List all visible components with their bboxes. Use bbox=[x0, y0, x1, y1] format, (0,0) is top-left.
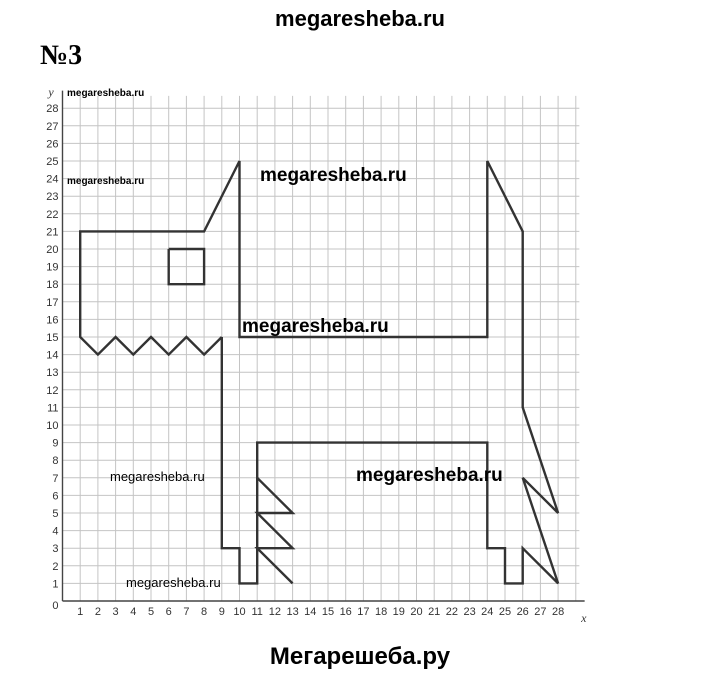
y-tick-label: 20 bbox=[46, 244, 59, 256]
y-tick-label: 9 bbox=[52, 437, 59, 450]
y-tick-label: 6 bbox=[52, 490, 59, 503]
x-tick-label: 24 bbox=[481, 606, 494, 618]
x-tick-label: 15 bbox=[321, 606, 335, 618]
x-tick-label: 17 bbox=[357, 606, 370, 618]
x-tick-label: 13 bbox=[286, 606, 299, 618]
x-tick-label: 14 bbox=[304, 606, 317, 618]
watermark: megaresheba.ru bbox=[67, 176, 145, 187]
y-tick-label: 3 bbox=[52, 543, 59, 556]
watermark: megaresheba.ru bbox=[242, 316, 389, 337]
watermark: megaresheba.ru bbox=[67, 88, 145, 99]
task-number: №3 bbox=[40, 40, 83, 71]
x-tick-label: 23 bbox=[463, 606, 476, 618]
y-tick-label: 1 bbox=[52, 578, 59, 591]
y-tick-label: 25 bbox=[46, 156, 59, 168]
watermark: megaresheba.ru bbox=[110, 469, 205, 484]
x-tick-label: 5 bbox=[147, 606, 155, 618]
y-tick-label: 5 bbox=[52, 508, 59, 520]
x-tick-label: 20 bbox=[410, 606, 423, 618]
x-tick-label: 21 bbox=[428, 606, 441, 618]
footer-title: Мегарешеба.ру bbox=[269, 643, 451, 670]
y-tick-label: 17 bbox=[46, 296, 59, 309]
x-tick-label: 3 bbox=[112, 606, 119, 618]
y-tick-label: 18 bbox=[46, 279, 59, 292]
y-tick-label: 8 bbox=[52, 455, 59, 468]
y-tick-label: 13 bbox=[46, 367, 59, 380]
site-title: megaresheba.ru bbox=[275, 6, 445, 31]
watermark: megaresheba.ru bbox=[126, 575, 221, 590]
x-tick-label: 12 bbox=[268, 606, 282, 618]
y-tick-label: 28 bbox=[46, 103, 59, 116]
y-tick-labels bbox=[46, 103, 58, 590]
x-tick-label: 11 bbox=[251, 606, 263, 618]
watermark: megaresheba.ru bbox=[356, 465, 503, 486]
y-tick-label: 21 bbox=[46, 226, 59, 239]
x-tick-label: 27 bbox=[534, 606, 547, 618]
y-tick-label: 4 bbox=[52, 525, 59, 538]
x-tick-label: 6 bbox=[165, 606, 172, 618]
y-axis-label: y bbox=[48, 84, 54, 99]
x-tick-label: 1 bbox=[77, 606, 84, 618]
y-tick-label: 27 bbox=[46, 120, 59, 133]
watermarks bbox=[67, 88, 503, 590]
y-tick-label: 14 bbox=[46, 349, 59, 362]
x-tick-label: 9 bbox=[218, 606, 225, 618]
origin-label: 0 bbox=[52, 599, 59, 612]
y-tick-label: 10 bbox=[46, 420, 59, 432]
y-tick-label: 19 bbox=[46, 261, 59, 274]
x-tick-label: 28 bbox=[551, 606, 565, 618]
y-tick-label: 16 bbox=[46, 314, 59, 327]
y-tick-label: 11 bbox=[47, 402, 59, 415]
y-tick-label: 15 bbox=[46, 332, 59, 344]
y-tick-label: 2 bbox=[52, 560, 59, 573]
x-tick-label: 2 bbox=[94, 606, 101, 618]
x-tick-label: 18 bbox=[374, 606, 388, 618]
y-tick-label: 23 bbox=[46, 191, 59, 204]
x-tick-label: 26 bbox=[516, 606, 529, 618]
x-tick-label: 4 bbox=[130, 606, 137, 618]
x-tick-label: 8 bbox=[201, 606, 208, 618]
x-tick-label: 22 bbox=[445, 606, 459, 618]
y-tick-label: 12 bbox=[46, 384, 59, 397]
x-tick-labels bbox=[77, 606, 564, 618]
x-tick-label: 25 bbox=[498, 606, 512, 618]
watermark: megaresheba.ru bbox=[260, 165, 407, 186]
y-tick-label: 26 bbox=[46, 138, 59, 151]
x-tick-label: 7 bbox=[183, 606, 190, 618]
x-tick-label: 10 bbox=[233, 606, 246, 618]
y-tick-label: 22 bbox=[46, 208, 59, 221]
x-tick-label: 19 bbox=[392, 606, 405, 618]
x-axis-label: x bbox=[581, 611, 587, 626]
x-tick-label: 16 bbox=[339, 606, 352, 618]
y-tick-label: 7 bbox=[52, 472, 59, 485]
y-tick-label: 24 bbox=[46, 173, 59, 186]
